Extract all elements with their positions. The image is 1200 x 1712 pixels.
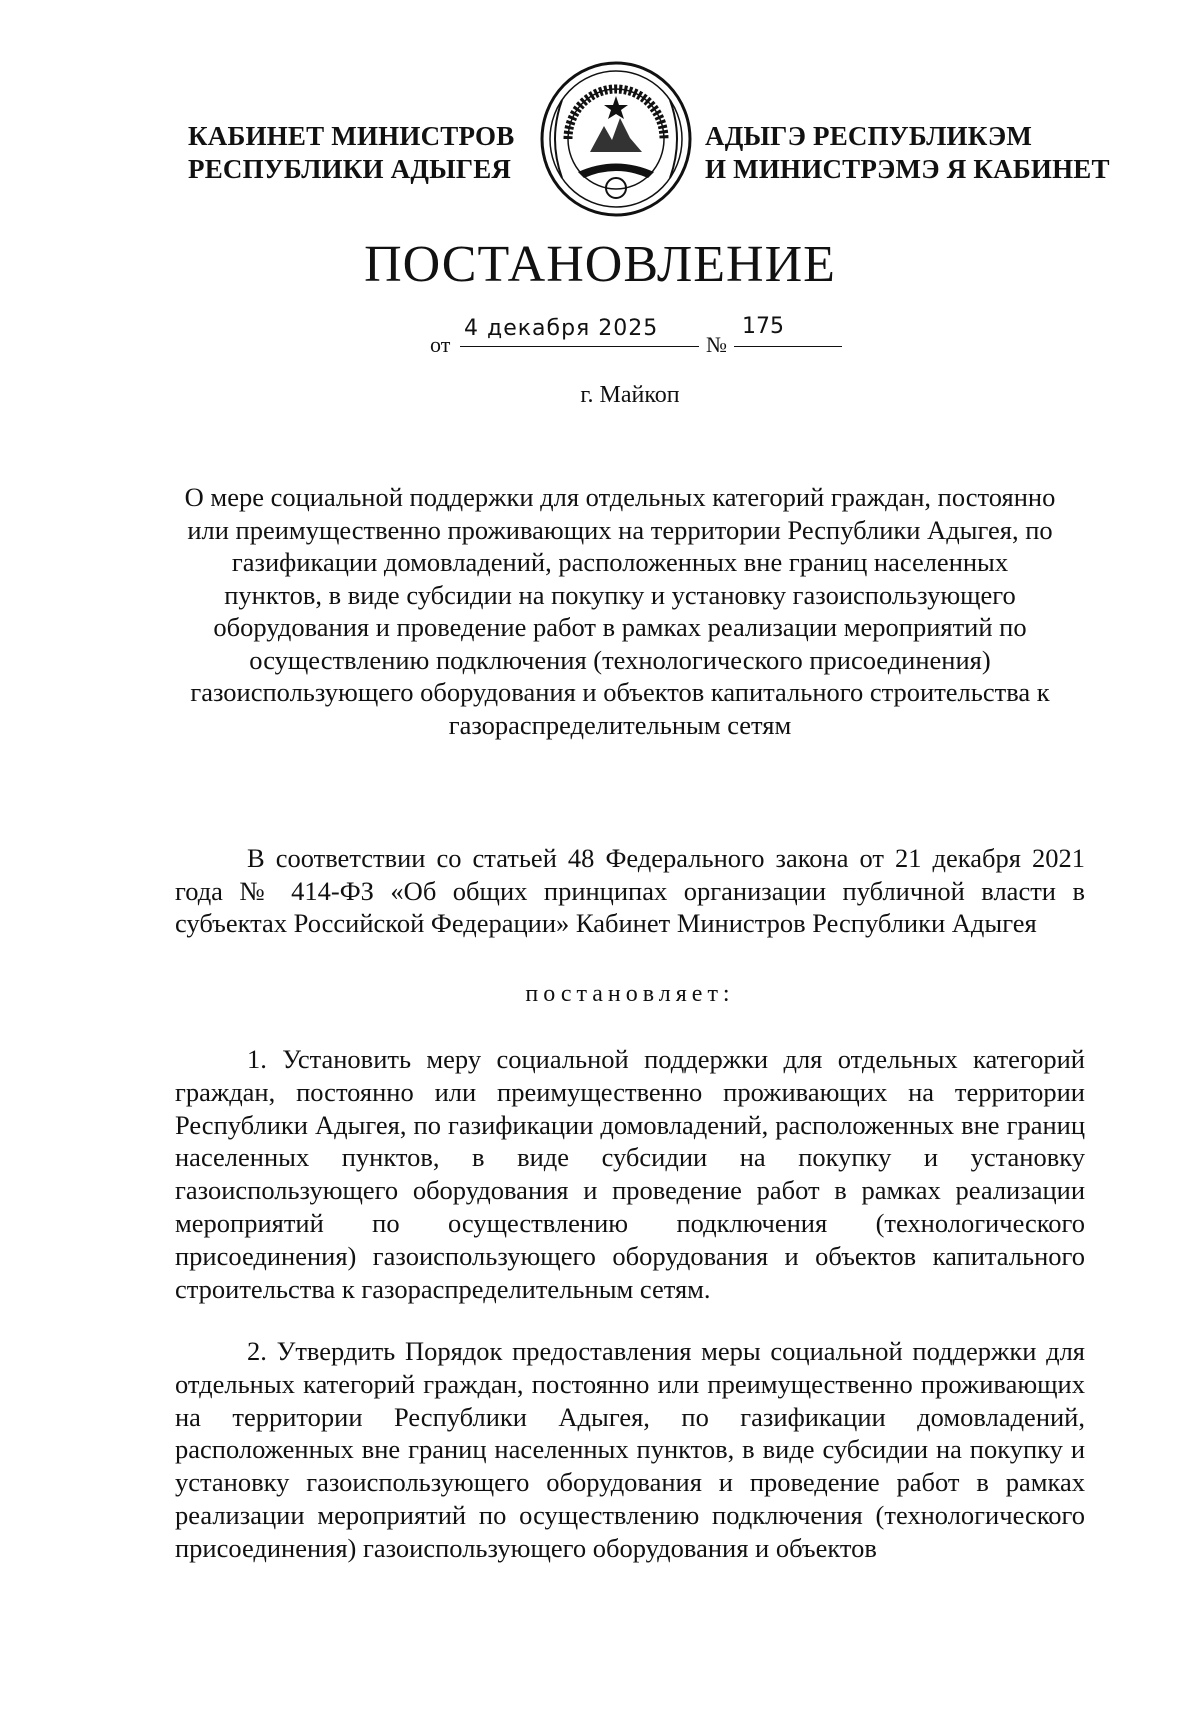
issuer-russian-line1: КАБИНЕТ МИНИСТРОВ bbox=[188, 121, 515, 151]
issuer-russian bbox=[188, 120, 518, 186]
document-subject: О мере социальной поддержки для отдельных категорий граждан, постоянно или преимущественно проживающих на территории Республики Адыгея, по газификации домовладений, расположенных вне границ населенных пунктов, в виде субсидии на покупку и установку газоиспользующего оборудования и проведение работ в рамках реализации мероприятий по осуществлению подключения (технологического присоединения) газоиспользующего оборудования и объектов капитального строительства к газораспределительным сетям bbox=[184, 482, 1056, 740]
issuer-russian-line2: РЕСПУБЛИКИ АДЫГЕЯ bbox=[188, 154, 512, 184]
number-label: № bbox=[706, 332, 727, 357]
date-prefix: от bbox=[430, 332, 451, 357]
issuer-adyghe-line1: АДЫГЭ РЕСПУБЛИКЭМ bbox=[705, 121, 1033, 151]
preamble: В соответствии со статьей 48 Федерального закона от 21 декабря 2021 года № 414-ФЗ «Об общих принципах организации публичной власти в субъектах Российской Федерации» Кабинет Министров Республики Адыгея bbox=[175, 843, 1085, 938]
paragraph-2: 2. Утвердить Порядок предоставления меры социальной поддержки для отдельных категорий граждан, постоянно или преимущественно проживающих на территории Республики Адыгея, по газификации домовладений, расположенных вне границ населенных пунктов, в виде субсидии на покупку и установку газоиспользующего оборудования и проведение работ в рамках реализации мероприятий по осуществлению подключения (технологического присоединения) газоиспользующего оборудования и объектов bbox=[175, 1336, 1085, 1563]
document-title: ПОСТАНОВЛЕНИЕ bbox=[364, 236, 836, 293]
coat-of-arms-icon bbox=[538, 60, 694, 218]
paragraph-1: 1. Установить меру социальной поддержки для отдельных категорий граждан, постоянно или преимущественно проживающих на территории Республики Адыгея, по газификации домовладений, расположенных вне границ населенных пунктов, в виде субсидии на покупку и установку газоиспользующего оборудования и проведение работ в рамках реализации мероприятий по осуществлению подключения (технологического присоединения) газоиспользующего оборудования и объектов капитального строительства к газораспределительным сетям. bbox=[175, 1044, 1085, 1304]
issuer-adyghe bbox=[705, 120, 1125, 186]
date-number-line bbox=[0, 310, 1200, 360]
document-number: 175 bbox=[734, 314, 842, 347]
decree-word: постановляет: bbox=[525, 981, 735, 1007]
city: г. Майкоп bbox=[580, 382, 680, 408]
issuer-adyghe-line2: И МИНИСТРЭМЭ Я КАБИНЕТ bbox=[705, 154, 1110, 184]
document-date: 4 декабря 2025 bbox=[460, 316, 699, 347]
